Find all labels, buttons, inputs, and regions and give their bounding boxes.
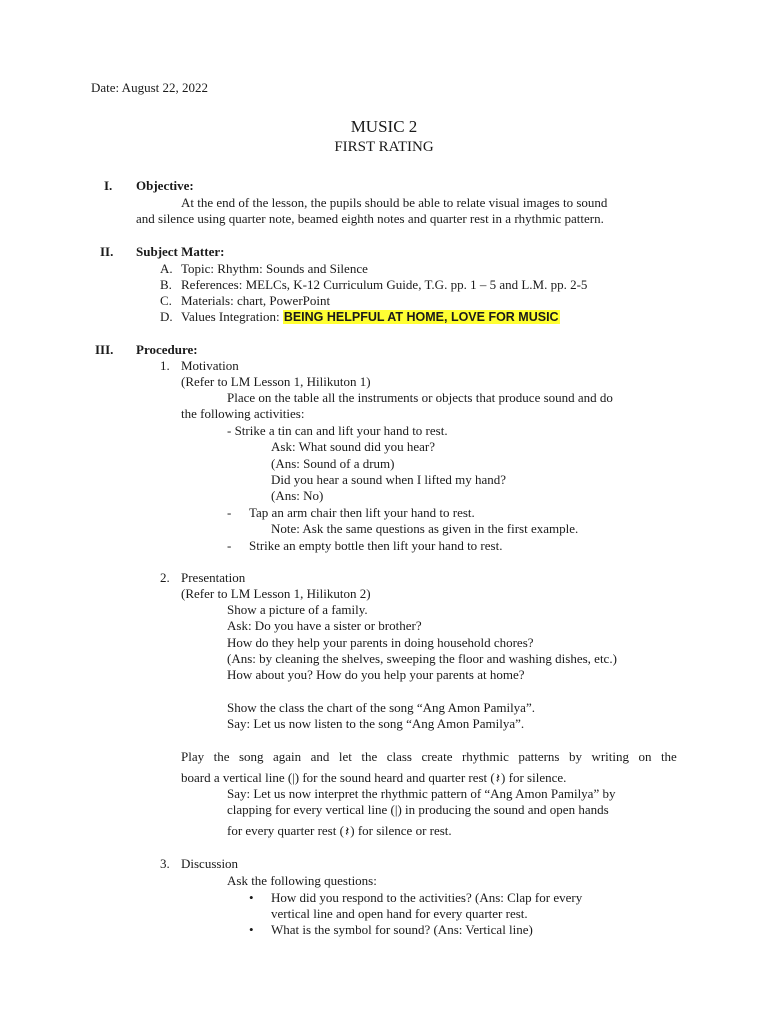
motivation-reference: (Refer to LM Lesson 1, Hilikuton 1)	[181, 374, 371, 389]
activity-line: Tap an arm chair then lift your hand to rest.	[249, 505, 475, 520]
subject-values-integration	[181, 309, 560, 325]
subject-topic: Topic: Rhythm: Sounds and Silence	[181, 261, 368, 276]
list-marker: B.	[160, 277, 172, 292]
motivation-line: the following activities:	[181, 406, 305, 421]
quarter-rest-icon: 𝄽	[344, 825, 350, 840]
activity-line: - Strike a tin can and lift your hand to rest.	[227, 423, 448, 438]
presentation-line: (Ans: by cleaning the shelves, sweeping the floor and washing dishes, etc.)	[227, 651, 617, 666]
play-song-word: by	[568, 749, 582, 764]
discussion-title: Discussion	[181, 856, 239, 871]
objective-line: At the end of the lesson, the pupils should be able to relate visual images to sound	[181, 195, 608, 210]
presentation-reference: (Refer to LM Lesson 1, Hilikuton 2)	[181, 586, 371, 601]
subject-references: References: MELCs, K-12 Curriculum Guide, T.G. pp. 1 – 5 and L.M. pp. 2-5	[181, 277, 588, 292]
play-song-word: the	[213, 749, 230, 764]
presentation-line: Show a picture of a family.	[227, 602, 368, 617]
play-song-word: on	[638, 749, 652, 764]
document-subtitle: FIRST RATING	[334, 139, 434, 155]
section-number: II.	[100, 244, 114, 259]
question-line: Did you hear a sound when I lifted my hand?	[271, 472, 507, 487]
play-song-word: the	[660, 749, 677, 764]
play-song-word: rhythmic	[461, 749, 509, 764]
objective-line: and silence using quarter note, beamed eighth notes and quarter rest in a rhythmic pattern.	[136, 211, 604, 226]
say-line	[227, 823, 452, 840]
play-song-text: ) for silence.	[501, 770, 567, 785]
quarter-rest-icon: 𝄽	[495, 772, 501, 787]
section-heading-procedure: Procedure:	[136, 342, 198, 357]
motivation-line: Place on the table all the instruments or objects that produce sound and do	[227, 390, 613, 405]
note-line: Note: Ask the same questions as given in the first example.	[271, 521, 579, 536]
play-song-word: writing	[591, 749, 629, 764]
presentation-line: How about you? How do you help your parents at home?	[227, 667, 525, 682]
presentation-line: Say: Let us now listen to the song “Ang Amon Pamilya”.	[227, 716, 525, 731]
values-label: Values Integration:	[181, 309, 283, 324]
activity-line: Strike an empty bottle then lift your hand to rest.	[249, 538, 503, 553]
motivation-title: Motivation	[181, 358, 239, 373]
answer-line: (Ans: No)	[271, 488, 324, 503]
play-song-word: patterns	[518, 749, 560, 764]
discussion-intro: Ask the following questions:	[227, 873, 377, 888]
discussion-question: What is the symbol for sound? (Ans: Vertical line)	[271, 922, 533, 937]
discussion-question: vertical line and open hand for every quarter rest.	[271, 906, 528, 921]
play-song-word: class	[386, 749, 412, 764]
section-heading-objective: Objective:	[136, 178, 194, 193]
bullet-icon: •	[249, 922, 254, 937]
play-song-word: song	[238, 749, 264, 764]
play-song-word: let	[338, 749, 352, 764]
section-number: III.	[95, 342, 114, 357]
play-song-text: board a vertical line (|) for the sound heard and quarter rest (	[181, 770, 495, 785]
play-song-word: again	[272, 749, 302, 764]
play-song-word: create	[421, 749, 453, 764]
say-text: for every quarter rest (	[227, 823, 344, 838]
section-number: I.	[104, 178, 113, 193]
list-marker: 1.	[160, 358, 170, 373]
play-song-word: and	[310, 749, 330, 764]
question-line: Ask: What sound did you hear?	[271, 439, 436, 454]
list-marker: 2.	[160, 570, 170, 585]
play-song-word: the	[361, 749, 378, 764]
list-marker: D.	[160, 309, 173, 324]
say-text: ) for silence or rest.	[350, 823, 452, 838]
play-song-line	[181, 749, 677, 765]
dash-marker: -	[227, 505, 232, 520]
play-song-line	[181, 770, 566, 787]
play-song-word: Play	[181, 749, 205, 764]
values-highlight: BEING HELPFUL AT HOME, LOVE FOR MUSIC	[283, 310, 559, 324]
list-marker: C.	[160, 293, 172, 308]
say-line: clapping for every vertical line (|) in producing the sound and open hands	[227, 802, 609, 817]
dash-marker: -	[227, 538, 232, 553]
list-marker: A.	[160, 261, 173, 276]
answer-line: (Ans: Sound of a drum)	[271, 456, 395, 471]
presentation-line: Ask: Do you have a sister or brother?	[227, 618, 422, 633]
say-line: Say: Let us now interpret the rhythmic pattern of “Ang Amon Pamilya” by	[227, 786, 616, 801]
presentation-line: Show the class the chart of the song “Ang Amon Pamilya”.	[227, 700, 535, 715]
section-heading-subject-matter: Subject Matter:	[136, 244, 225, 259]
list-marker: 3.	[160, 856, 170, 871]
subject-materials: Materials: chart, PowerPoint	[181, 293, 331, 308]
bullet-icon: •	[249, 890, 254, 905]
document-title: MUSIC 2	[350, 117, 418, 136]
presentation-title: Presentation	[181, 570, 246, 585]
discussion-question: How did you respond to the activities? (Ans: Clap for every	[271, 890, 583, 905]
presentation-line: How do they help your parents in doing household chores?	[227, 635, 534, 650]
date-line: Date: August 22, 2022	[91, 80, 208, 95]
